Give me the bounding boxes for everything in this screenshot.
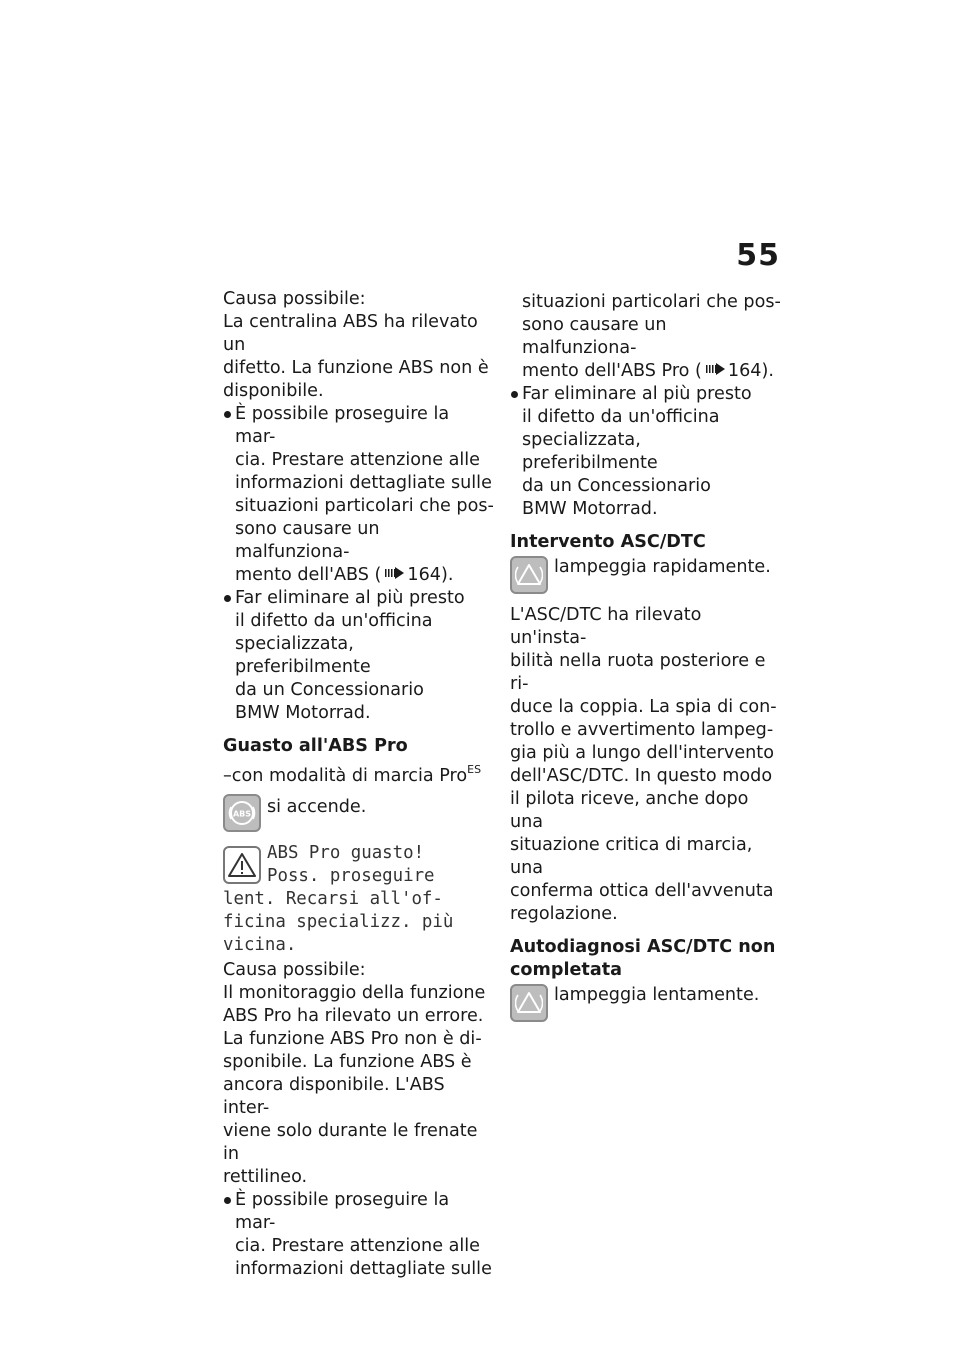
text-line: da un Concessionario — [522, 476, 711, 496]
text-line: BMW Motorrad. — [235, 703, 371, 723]
text-line: La funzione ABS Pro non è di- — [223, 1029, 482, 1049]
text-line: sono causare un malfunziona- — [522, 315, 667, 358]
text-line: il pilota riceve, anche dopo una — [510, 789, 749, 832]
text-line: duce la coppia. La spia di con- — [510, 697, 777, 717]
section-heading: Autodiagnosi ASC/DTC non — [510, 937, 776, 957]
text-line: La centralina ABS ha rilevato un — [223, 312, 478, 355]
abs-indicator-row — [223, 794, 495, 832]
text-line: situazione critica di marcia, una — [510, 835, 753, 878]
display-line: vicina. — [223, 935, 297, 955]
cause-label: Causa possibile: — [223, 289, 366, 309]
display-line: lent. Recarsi all'of- — [223, 889, 443, 909]
diag-indicator-row — [510, 984, 782, 1022]
text-span: –con modalità di marcia Pro — [223, 766, 468, 786]
page-reference: 164). — [727, 361, 774, 381]
section-heading: Intervento ASC/DTC — [510, 532, 706, 552]
superscript: ES — [467, 763, 482, 776]
text-line: L'ASC/DTC ha rilevato un'insta- — [510, 605, 702, 648]
page-reference: 164). — [407, 565, 454, 585]
asc-dtc-icon — [510, 556, 548, 594]
reference-line — [510, 360, 782, 383]
text-line: dell'ASC/DTC. In questo modo — [510, 766, 773, 786]
text-line: il difetto da un'officina — [235, 611, 433, 631]
text-span: mento dell'ABS ( — [235, 565, 382, 585]
indicator-text: lampeggia rapidamente. — [554, 557, 771, 577]
display-line: Poss. proseguire — [267, 866, 435, 886]
display-line: ABS Pro guasto! — [267, 843, 425, 863]
text-line: da un Concessionario — [235, 680, 424, 700]
text-line: specializzata, preferibilmente — [235, 634, 371, 677]
reference-arrow-icon — [704, 363, 726, 375]
text-line: conferma ottica dell'avvenuta — [510, 881, 774, 901]
text-line: bilità nella ruota posteriore e ri- — [510, 651, 766, 694]
text-line: situazioni particolari che pos- — [235, 496, 494, 516]
text-line: sponibile. La funzione ABS è — [223, 1052, 472, 1072]
text-line: informazioni dettagliate sulle — [235, 473, 492, 493]
asc-indicator-row — [510, 556, 782, 594]
display-message — [223, 842, 495, 957]
display-line: ficina specializz. più — [223, 912, 454, 932]
text-line: regolazione. — [510, 904, 618, 924]
reference-arrow-icon — [383, 567, 405, 579]
text-line: il difetto da un'officina — [522, 407, 720, 427]
bullet-line: Far eliminare al più presto — [510, 383, 782, 406]
text-line: informazioni dettagliate sulle — [235, 1259, 492, 1279]
indicator-text: lampeggia lentamente. — [554, 985, 760, 1005]
text-line: rettilineo. — [223, 1167, 308, 1187]
page-number: 55 — [736, 238, 780, 273]
text-line: sono causare un malfunziona- — [235, 519, 380, 562]
text-line: ABS Pro ha rilevato un errore. — [223, 1006, 484, 1026]
indicator-text: si accende. — [267, 797, 367, 817]
text-line: Il monitoraggio della funzione — [223, 983, 486, 1003]
text-line: disponibile. — [223, 381, 324, 401]
cause-label: Causa possibile: — [223, 960, 366, 980]
text-line: cia. Prestare attenzione alle — [235, 1236, 480, 1256]
asc-dtc-icon — [510, 984, 548, 1022]
text-line: difetto. La funzione ABS non è — [223, 358, 489, 378]
text-line: trollo e avvertimento lampeg- — [510, 720, 774, 740]
section-heading: completata — [510, 960, 622, 980]
text-line: gia più a lungo dell'intervento — [510, 743, 774, 763]
abs-warning-icon — [223, 794, 261, 832]
text-line: BMW Motorrad. — [522, 499, 658, 519]
text-line: specializzata, preferibilmente — [522, 430, 658, 473]
text-line: situazioni particolari che pos- — [522, 292, 781, 312]
reference-line — [223, 564, 495, 587]
right-column — [510, 291, 782, 1022]
subline — [223, 758, 495, 788]
svg-text:ABS: ABS — [232, 809, 252, 819]
bullet-line: Far eliminare al più presto — [223, 587, 495, 610]
warning-triangle-icon — [223, 846, 261, 884]
bullet-line: È possibile proseguire la mar- — [223, 403, 495, 449]
text-line: cia. Prestare attenzione alle — [235, 450, 480, 470]
bullet-line: È possibile proseguire la mar- — [223, 1189, 495, 1235]
text-span: mento dell'ABS Pro ( — [522, 361, 702, 381]
text-line: viene solo durante le frenate in — [223, 1121, 478, 1164]
section-heading: Guasto all'ABS Pro — [223, 736, 408, 756]
left-column — [223, 288, 495, 1281]
text-line: ancora disponibile. L'ABS inter- — [223, 1075, 445, 1118]
